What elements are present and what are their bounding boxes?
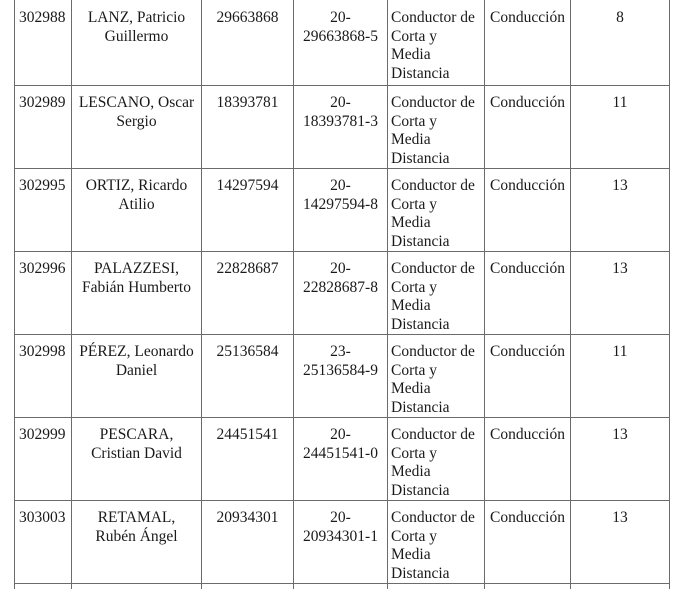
cell-categoria-line: Conducción [490,94,565,111]
cell-nombre-line: LESCANO, Oscar [78,94,195,111]
cell-dni [202,418,294,501]
cell-cuil [294,418,388,501]
table-row [15,169,670,252]
table-row [15,335,670,418]
cell-categoria [485,418,571,501]
cell-empty [294,584,388,590]
cell-nombre-line: Sergio [116,112,157,130]
cell-categoria [485,335,571,418]
cell-puesto-line: Distancia [391,481,450,499]
cell-cuil [294,169,388,252]
cell-dni [202,501,294,584]
cell-empty [571,584,670,590]
cell-nombre [72,86,202,169]
table-row [15,0,670,86]
cell-empty [388,584,485,590]
cell-puesto-line: Corta y [391,27,438,45]
cell-dni-line: 24451541 [216,426,279,443]
cell-cuil-line: 22828687-8 [303,278,378,296]
cell-puesto-line: Distancia [391,315,450,333]
cell-numero [571,169,670,252]
cell-puesto-line: Media [391,380,431,397]
table-row [15,252,670,335]
cell-cuil-line: 25136584-9 [303,361,378,379]
cell-nombre [72,335,202,418]
cell-puesto [388,501,485,584]
cell-numero-line: 13 [612,260,628,277]
cell-cuil [294,252,388,335]
table-row [15,418,670,501]
cell-puesto-line: Conductor de [391,426,475,443]
cell-puesto [388,335,485,418]
cell-dni [202,252,294,335]
cell-numero [571,501,670,584]
cell-cuil-line: 20- [330,177,351,194]
cell-puesto-line: Distancia [391,232,450,250]
cell-legajo [15,86,72,169]
cell-nombre-line: PESCARA, [99,426,174,443]
cell-nombre-line: ORTIZ, Ricardo [85,177,188,194]
cell-puesto [388,0,485,86]
cell-nombre-line: PALAZZESI, [93,260,180,277]
cell-numero-line: 13 [612,509,628,526]
cell-legajo [15,0,72,86]
cell-cuil [294,0,388,86]
cell-dni-line: 20934301 [216,509,279,526]
cell-nombre [72,501,202,584]
cell-puesto-line: Corta y [391,195,438,213]
cell-puesto-line: Conductor de [391,260,475,277]
cell-legajo [15,169,72,252]
cell-empty [72,584,202,590]
cell-puesto-line: Media [391,131,431,148]
cell-puesto-line: Media [391,214,431,231]
cell-puesto-line: Media [391,297,431,314]
cell-categoria [485,169,571,252]
cell-nombre [72,0,202,86]
cell-numero-line: 13 [612,177,628,194]
cell-categoria-line: Conducción [490,177,565,194]
cell-numero [571,335,670,418]
cell-puesto-line: Corta y [391,361,438,379]
cell-cuil-line: 20- [330,426,351,443]
cell-numero-line: 8 [616,9,624,26]
cell-puesto-line: Conductor de [391,9,475,26]
cell-legajo-line: 303003 [19,509,66,526]
cell-nombre [72,169,202,252]
cell-puesto-line: Conductor de [391,343,475,360]
cell-numero [571,252,670,335]
cell-nombre-line: LANZ, Patricio [87,9,186,26]
cell-empty [202,584,294,590]
cell-legajo-line: 302995 [19,177,66,194]
cell-puesto-line: Conductor de [391,94,475,111]
cell-cuil-line: 14297594-8 [303,195,378,213]
cell-legajo-line: 302989 [19,94,66,111]
cell-puesto [388,252,485,335]
cell-puesto-line: Media [391,546,431,563]
cell-cuil-line: 18393781-3 [303,112,378,130]
cell-categoria-line: Conducción [490,260,565,277]
cell-nombre-line: Guillermo [104,27,169,45]
cell-numero-line: 11 [612,94,628,111]
cell-numero [571,0,670,86]
cell-puesto-line: Media [391,46,431,63]
cell-nombre-line: Atilio [118,195,155,213]
cell-legajo-line: 302988 [19,9,66,26]
cell-cuil [294,501,388,584]
cell-cuil-line: 20- [330,94,351,111]
cell-cuil-line: 24451541-0 [303,444,378,462]
cell-puesto-line: Conductor de [391,509,475,526]
cell-dni-line: 22828687 [216,260,279,277]
cell-cuil-line: 23- [330,343,351,360]
cell-puesto-line: Corta y [391,112,438,130]
cell-cuil-line: 20- [330,260,351,277]
cell-legajo-line: 302996 [19,260,66,277]
cell-empty [485,584,571,590]
cell-puesto-line: Media [391,463,431,480]
cell-puesto-line: Corta y [391,527,438,545]
cell-puesto-line: Conductor de [391,177,475,194]
cell-cuil [294,86,388,169]
cell-puesto-line: Distancia [391,149,450,167]
cell-categoria-line: Conducción [490,426,565,443]
cell-dni [202,169,294,252]
cell-categoria [485,86,571,169]
cell-puesto [388,418,485,501]
table-row [15,501,670,584]
cell-legajo [15,335,72,418]
cell-legajo-line: 302998 [19,343,66,360]
cell-dni [202,335,294,418]
cell-numero [571,86,670,169]
cell-puesto-line: Corta y [391,278,438,296]
cell-nombre-line: Fabián Humberto [82,278,191,296]
table-body [15,0,670,589]
cell-nombre-line: Rubén Ángel [95,527,178,545]
cell-numero-line: 13 [612,426,628,443]
cell-legajo [15,252,72,335]
cell-puesto [388,169,485,252]
cell-categoria-line: Conducción [490,509,565,526]
cell-nombre-line: RETAMAL, [97,509,176,526]
cell-categoria-line: Conducción [490,343,565,360]
cell-cuil-line: 20- [330,9,351,26]
cell-cuil-line: 29663868-5 [303,27,378,45]
cell-categoria [485,252,571,335]
cell-puesto [388,86,485,169]
cell-nombre-line: Cristian David [91,444,182,462]
cell-nombre [72,252,202,335]
cell-legajo [15,501,72,584]
cell-dni-line: 25136584 [216,343,279,360]
table-row [15,86,670,169]
cell-dni [202,86,294,169]
cell-puesto-line: Distancia [391,564,450,582]
cell-categoria-line: Conducción [490,9,565,26]
cell-cuil-line: 20- [330,509,351,526]
cell-puesto-line: Corta y [391,444,438,462]
cell-dni [202,0,294,86]
cell-categoria [485,0,571,86]
cell-legajo [15,418,72,501]
cell-dni-line: 14297594 [216,177,279,194]
cell-puesto-line: Distancia [391,398,450,416]
cell-nombre [72,418,202,501]
table-row-partial [15,584,670,590]
cell-categoria [485,501,571,584]
cell-dni-line: 29663868 [216,9,279,26]
cell-puesto-line: Distancia [391,64,450,82]
cell-dni-line: 18393781 [216,94,279,111]
cell-cuil [294,335,388,418]
cell-nombre-line: Daniel [115,361,158,379]
cell-nombre-line: PÉREZ, Leonardo [79,343,194,360]
cell-empty [15,584,72,590]
cell-numero-line: 11 [612,343,628,360]
employee-table [14,0,670,589]
cell-legajo-line: 302999 [19,426,66,443]
cell-cuil-line: 20934301-1 [303,527,378,545]
cell-numero [571,418,670,501]
employee-table-page [14,0,669,589]
